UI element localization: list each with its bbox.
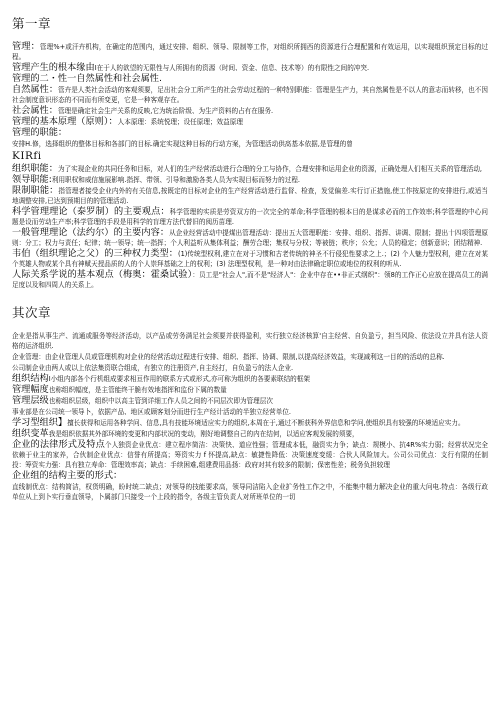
term-label: 企业的法律形式及特点 [12,439,105,450]
paragraph-text: I小组内部各个行机组成要求相亘作用的联系方式或形式,亦可称为组织的各要素联结的框架 [48,375,310,383]
paragraph-text: 为了实现企业的共同任务和目标，对人们的生产经营活动进行合理的分工与协作，合理安排和运用企业的资源，正确处理人们相互关系的管理活动, [57,165,483,173]
term-label: 管理的基本原理（原则）： [12,116,118,127]
term-label: 管理产生的根本缘由 [12,62,95,73]
management-functions [12,128,488,138]
term-label: 组织变革 [12,428,49,439]
business-division [12,407,488,417]
paragraph-text: 管卉是人类社会活动的客观须要，足出社会分工所产生的社会劳动过程的一种特别职能：管理是生产力，其自然属性是不以人的意志而转移，也不因社会制度意识形态的不同而有所变更，它是一种客观存在。 [12,86,488,104]
paragraph-text: 指管理者接受企业内外的有关信息,按既定的目标对企业的生产经营活动进行监督、检查，发觉偏差.实行订正措施,使工作按原定的安排进行,或适当地调整安排,已达到预期目的的管理活动. [12,187,489,205]
company-system [12,363,488,373]
planning-function-tail: KIRfi [12,150,42,162]
leading-function [12,175,488,185]
paragraph-text: 企业是指从事生产、流通或服务等经济活动，以产品或劳务满足社会须要并获得盈利，实行独立经济核算'自主经营、自负盈亏，担当风险、依法设立并具有法人资格的运济组织. [12,332,488,350]
paragraph-text: 擅长获得和运用各种学问、信息,具有技能环境适应实力的组织,本周在于,通过不断获科外界信息和学问,使组织具有较强的环境适应实力。 [67,419,465,427]
legal-forms [12,440,488,470]
controlling-function [12,186,488,206]
term-label: 领导职能: [12,174,52,185]
basic-principles [12,117,488,127]
management-duality [12,74,488,84]
term-label: 一般管理理论（法约尔）的主要内容： [12,227,170,238]
management-levels [12,396,488,406]
paragraph-text: 个人独资企业优点：建立程序简洁：决策快、道应性强；管理成本低，融资实力争；缺点：规模小、抗4R%实力弱；经营状况完全依赖于业主的家养，合伙制企业优点：信誉有所提高；筹资实力 f 怀提高,缺点：敏捷性降低：决策速度变缓：合伙人风险加大。公司公司优点：支行有限的任制投：筹资实力强：具有独立寿命：管理效率高；缺点：手续困难,组建费用品扬：政府对其有较多的限制；保密性差；税务负担较理 [12,441,489,469]
paragraph-text: ：员工是"社会人",而不是"经济人"：企业中存在••非正式纲织"：领8的工作正心应放在提高员工的满足度以及和四周人的关系上。 [12,271,489,289]
definition-management [12,42,488,62]
weber-authority-types [12,249,488,269]
chapter-2-title: 其次章 [12,305,52,320]
paragraph-text: 也称组织幅度，是主管能终干脆有效地指挥和监份下属的数量 [48,386,227,394]
structure-forms [12,471,488,481]
term-label: 限制职能： [12,185,59,196]
paragraph-text: (1)传统型权利,建立在对于习惯和古老传统的神圣不行侵犯性要求之上.；(2) 个人魅力型权利，建立在对某个英雄人物或某个具有神赋天授品质的人的个人崇拜基础之上的权利；(3) 法理型权利，是一种对由法律确定职位或地位的权利的听从. [12,250,489,268]
human-relations-theory [12,270,488,290]
organizational-change [12,429,488,439]
general-management-theory [12,228,488,248]
term-label: 管理层级 [12,395,49,406]
term-label: 人际关系学说的基本观点（梅奥：霍桑试验） [12,269,193,280]
natural-attribute [12,85,488,105]
span-of-control [12,385,488,395]
document-page [12,0,488,502]
term-label: 韦伯（组织理论之父）的三种权力类型： [12,248,178,259]
term-label: 组织职能： [12,163,58,174]
term-label: 管理幅度 [12,384,49,395]
section-gap [12,291,488,303]
term-label: 企业组的结构主要的形式： [12,470,123,481]
learning-organization [12,418,488,428]
paragraph-text: 管理是确定社会生产关系的反映,它为统治阶级、为生产资料的占有在服务. [57,107,274,115]
term-label: 管理： [12,41,40,52]
term-label: 管理的二・性一自然属性和社会属性. [12,73,162,84]
scientific-management [12,207,488,227]
paragraph-text: 人本原理：系统悦理；设任原理；效益原理 [117,118,243,126]
line-structure [12,482,488,502]
paragraph-text: 从企业经营活动中提煤出管理活动：提出五大管理职能：安排、组织、指挥、讲调、限制；提出十四项管理原则：分工；权力与责任；纪律；统一领导；统一指挥；个人利益听从集体利益；酬劳合理；集权与分权；等被链；秩序；公允；人员的稳定；创新意识；团结精神. [12,229,489,247]
term-label: 组织结构 [12,373,49,384]
term-label: 自然属性： [12,84,59,95]
term-label: 社会属性： [12,105,58,116]
organizing-function [12,164,488,174]
paragraph-text: 利用职权和威信施展影响.指挥、带领、引导和激励各类人员为实现目标而努力的过程. [51,176,301,184]
paragraph-text: 安排H.修，选择组织的整体目标和各部门的目标.确定实现这种目标的行动方案，为管理活动供髙基本依据,是管理的曾 [12,140,353,148]
paragraph-text: 企业管理：由企业管理人员或管理机构对企业的经营活动过程进行安排、组织、指挥、协调、限制,以提高经济效益，实现减利这一目的的活动的总称. [12,353,445,361]
paragraph-text: I在于人的欲望的无限性与人所拥有的资源（时间、资金、信息、技术等）的有限性之间的冲突. [94,64,370,72]
paragraph-text: 也称组织层级，组织中以高主管到详细工作人员之间的不同层次即为管理层次 [48,397,273,405]
planning-function [12,139,488,149]
organizational-structure [12,374,488,384]
term-label: 管理的职能： [12,127,68,138]
chapter-1-title: 第一章 [12,16,52,31]
paragraph-text: 公司制企业由两人或以上依法集资联合组成，有独立的注册资产,自主经打，自负盈亏的法人企业. [12,364,294,372]
management-origin [12,63,488,73]
paragraph-text: 管理%+或汗卉机构，在确定的范围内，通过安排、组织、领导、限制等工作，对组织所拥西的资源进行合理配置和有效运用，以实现组织预定目标的过程。 [12,43,488,61]
paragraph-text: 事业部是在公司统一领导卜，依据产品、地区或顾客划分而进行生产经计活动的半独立经营单位. [12,408,292,416]
term-label: 学习型组织】 [12,417,68,428]
social-attribute [12,106,488,116]
paragraph-text: 科学管理的实质是劳资双方的一次完全的革命;科学管理的根本目的是谋求必而的工作效率;科学管理的中心问题是设而劳动生产率;科学管理的手段是用科学的盲理方法代替旧的阅历苗理. [12,208,488,226]
term-label: 科学管理理论（泰罗制）的主要观点： [12,206,170,217]
enterprise-definition [12,331,488,351]
paragraph-text: 我是组织依据其外部环境的变更和内部状况的变动，刚好地调整自己的内在结何，以适应客观发展的须要， [48,430,359,438]
enterprise-management [12,352,488,362]
paragraph-text: 直线制优点：结构简洁，权货明确，盼时统二缺点；对领导的技能要求高，领导同洁陷入企业扩务性工作之中，不能集中精力解决企业的重大问电.特点：各级行政单位从上到卜实行垂直领导，卜属部门只接受一个上段的指令，各级主管负责人对所班单位的一切 [12,483,488,501]
